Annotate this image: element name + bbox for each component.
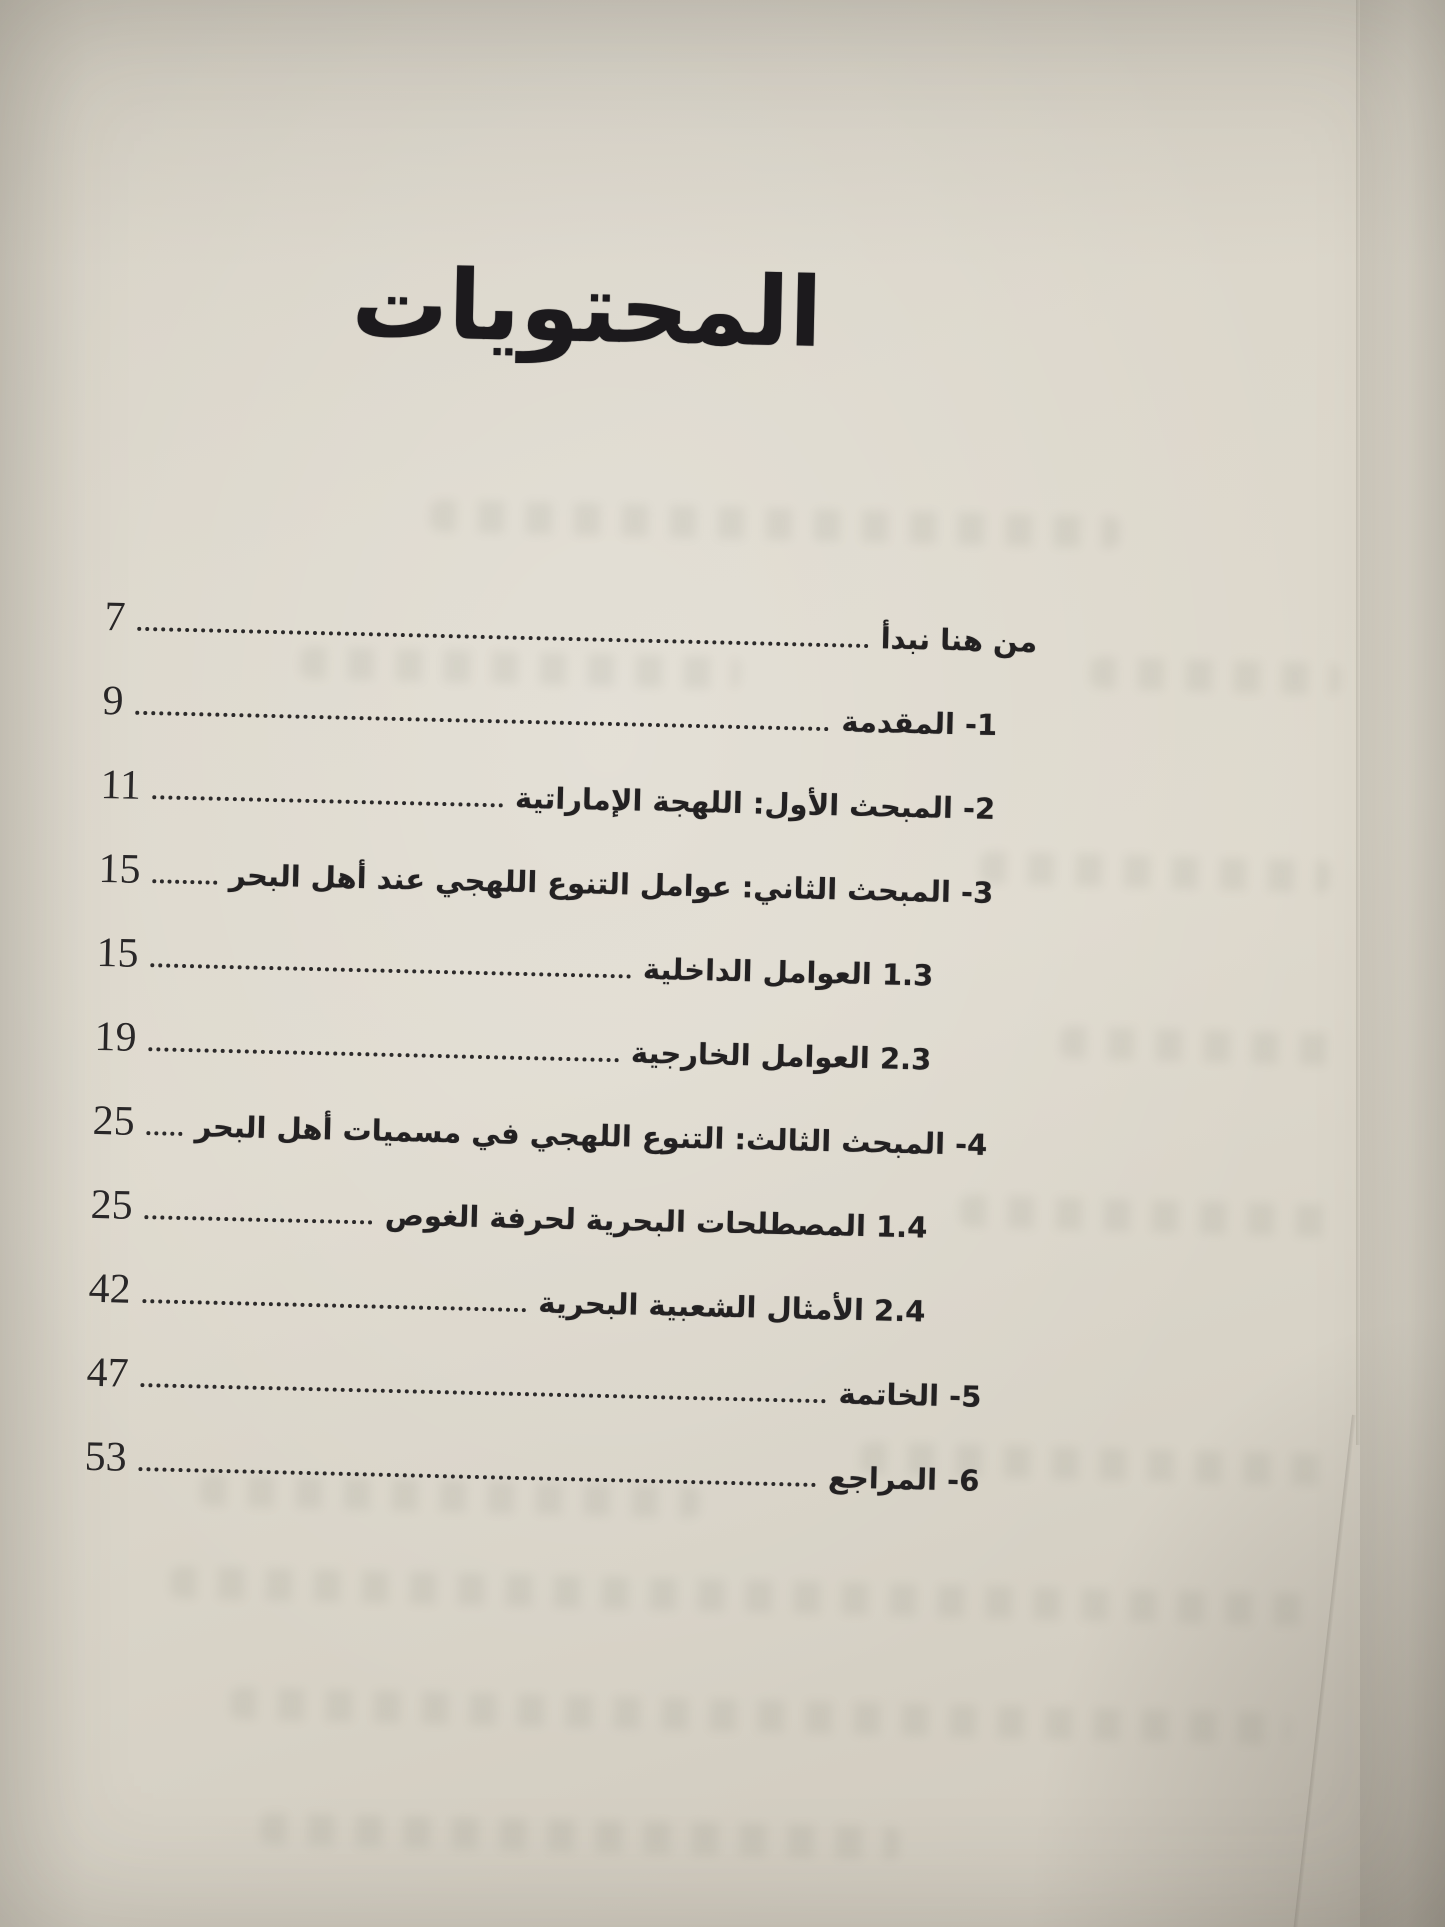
dotted-leader bbox=[140, 1383, 826, 1403]
bleedthrough-smudge bbox=[430, 500, 1121, 549]
toc-entry-page-number: 15 bbox=[96, 929, 140, 977]
toc-entry-title: 2- المبحث الأول: اللهجة الإماراتية bbox=[514, 780, 996, 827]
toc-entry-page-number: 15 bbox=[98, 845, 142, 893]
toc-entry-row bbox=[86, 1349, 982, 1416]
toc-entry-row bbox=[94, 1013, 932, 1079]
toc-list bbox=[83, 594, 1038, 1541]
toc-entry-title: 5- الخاتمة bbox=[838, 1376, 982, 1414]
toc-entry-row bbox=[92, 1097, 988, 1164]
toc-entry-row bbox=[88, 1265, 926, 1331]
dotted-leader bbox=[144, 1215, 373, 1224]
bleedthrough-smudge bbox=[960, 1195, 1331, 1237]
toc-entry-row bbox=[96, 929, 934, 995]
bleedthrough-smudge bbox=[1090, 657, 1341, 696]
bleedthrough-smudge bbox=[1060, 1026, 1341, 1066]
toc-entry-page-number: 42 bbox=[88, 1265, 132, 1313]
toc-entry-title: 3- المبحث الثاني: عوامل التنوع اللهجي عند أهل البحر bbox=[228, 858, 994, 911]
toc-entry-row bbox=[101, 677, 998, 744]
dotted-leader bbox=[138, 1467, 816, 1487]
adjacent-page-shadow bbox=[1360, 0, 1445, 1927]
dotted-leader bbox=[137, 627, 868, 648]
toc-entry-title: 1.4 المصطلحات البحرية لحرفة الغوص bbox=[384, 1197, 928, 1245]
toc-entry-page-number: 7 bbox=[103, 594, 127, 641]
page-corner-edge bbox=[1291, 1415, 1356, 1927]
dotted-leader bbox=[152, 879, 217, 885]
toc-entry-title: 2.4 الأمثال الشعبية البحرية bbox=[537, 1285, 926, 1329]
bleedthrough-smudge bbox=[170, 1566, 1310, 1626]
toc-entry-title: 1- المقدمة bbox=[841, 704, 998, 743]
toc-entry-page-number: 11 bbox=[100, 761, 142, 809]
dotted-leader bbox=[150, 963, 631, 978]
toc-entry-row bbox=[104, 596, 1038, 661]
toc-entry-page-number: 25 bbox=[90, 1181, 134, 1229]
bleedthrough-smudge bbox=[230, 1687, 1290, 1745]
dotted-leader bbox=[135, 711, 829, 731]
contents-calligraphy-title: المحتويات bbox=[350, 247, 824, 369]
dotted-leader bbox=[146, 1131, 182, 1136]
toc-entry-title: 4- المبحث الثالث: التنوع اللهجي في مسميات أهل البحر bbox=[194, 1109, 988, 1162]
dotted-leader bbox=[153, 795, 503, 807]
toc-entry-title: 6- المراجع bbox=[827, 1460, 980, 1498]
bleedthrough-smudge bbox=[980, 851, 1331, 893]
toc-entry-row bbox=[100, 761, 996, 828]
toc-entry-title: من هنا نبدأ bbox=[880, 621, 1038, 659]
toc-entry-row bbox=[98, 845, 994, 912]
toc-entry-title: 1.3 العوامل الداخلية bbox=[642, 951, 934, 993]
toc-entry-row bbox=[90, 1181, 928, 1247]
bleedthrough-smudge bbox=[260, 1813, 901, 1860]
toc-entry-page-number: 25 bbox=[92, 1097, 136, 1145]
dotted-leader bbox=[148, 1047, 619, 1062]
toc-entry-title: 2.3 العوامل الخارجية bbox=[630, 1035, 932, 1077]
toc-entry-page-number: 53 bbox=[84, 1433, 128, 1481]
toc-entry-page-number: 9 bbox=[101, 677, 125, 725]
toc-entry-page-number: 19 bbox=[94, 1013, 138, 1061]
toc-entry-row bbox=[84, 1433, 980, 1500]
toc-entry-page-number: 47 bbox=[86, 1349, 130, 1397]
dotted-leader bbox=[142, 1299, 526, 1312]
